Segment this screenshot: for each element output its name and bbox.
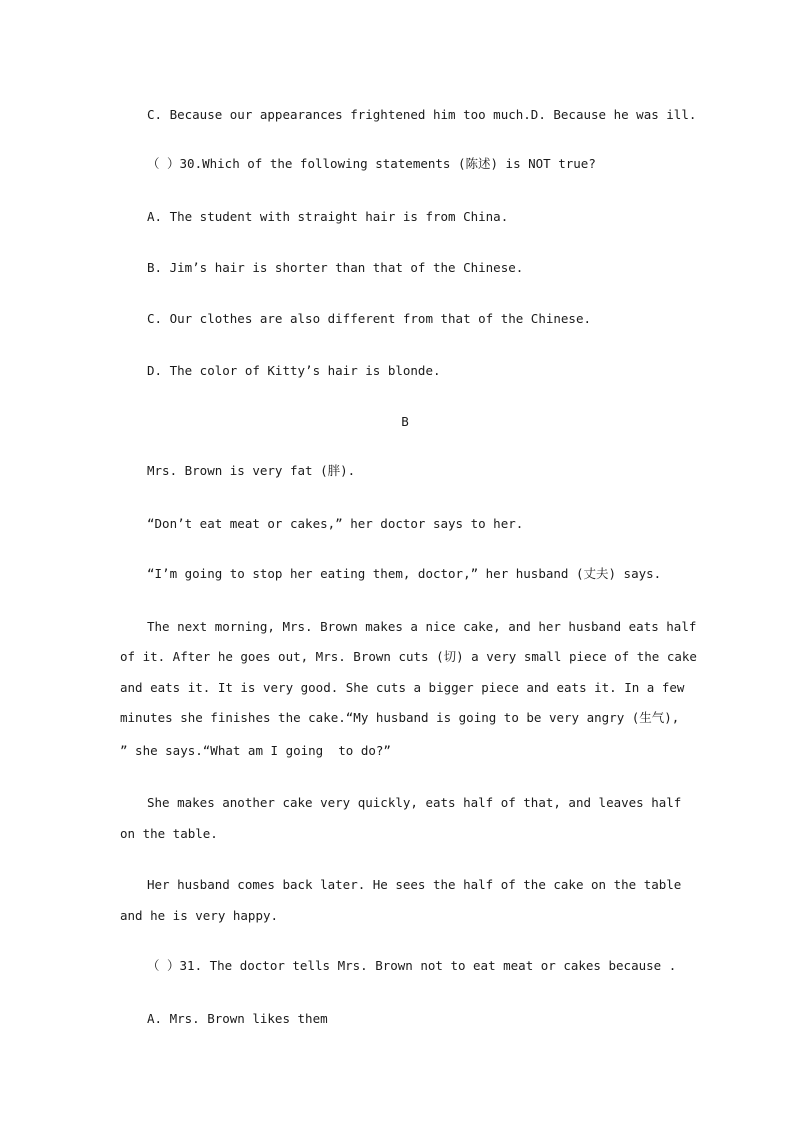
passage-b-paragraph-4-line: The next morning, Mrs. Brown makes a nice cake, and her husband eats half bbox=[147, 619, 697, 634]
passage-b-paragraph-3: “I’m going to stop her eating them, doctor,” her husband (丈夫) says. bbox=[147, 566, 662, 581]
q30-option-a: A. The student with straight hair is from China. bbox=[147, 209, 509, 224]
q30-option-c: C. Our clothes are also different from that of the Chinese. bbox=[147, 311, 592, 326]
passage-b-heading: B bbox=[401, 414, 409, 429]
passage-b-paragraph-2: “Don’t eat meat or cakes,” her doctor says to her. bbox=[147, 516, 524, 531]
q31-stem: （ ）31. The doctor tells Mrs. Brown not to eat meat or cakes because . bbox=[147, 958, 677, 973]
q31-option-a: A. Mrs. Brown likes them bbox=[147, 1011, 328, 1026]
passage-b-paragraph-5-line: She makes another cake very quickly, eats half of that, and leaves half bbox=[147, 795, 682, 810]
passage-b-paragraph-6-line: and he is very happy. bbox=[120, 908, 279, 923]
passage-b-paragraph-4-line: ” she says.“What am I going to do?” bbox=[120, 743, 391, 758]
q30-stem: （ ）30.Which of the following statements (陈述) is NOT true? bbox=[147, 156, 596, 171]
passage-b-paragraph-4-line: minutes she finishes the cake.“My husband is going to be very angry (生气), bbox=[120, 710, 680, 725]
q29-options-c-d: C. Because our appearances frightened him too much.D. Because he was ill. bbox=[147, 107, 697, 122]
passage-b-paragraph-6-line: Her husband comes back later. He sees the half of the cake on the table bbox=[147, 877, 682, 892]
passage-b-paragraph-1: Mrs. Brown is very fat (胖). bbox=[147, 463, 356, 478]
q30-option-b: B. Jim’s hair is shorter than that of the Chinese. bbox=[147, 260, 524, 275]
passage-b-paragraph-4-line: and eats it. It is very good. She cuts a bigger piece and eats it. In a few bbox=[120, 680, 685, 695]
q30-option-d: D. The color of Kitty’s hair is blonde. bbox=[147, 363, 441, 378]
passage-b-paragraph-5-line: on the table. bbox=[120, 826, 218, 841]
passage-b-paragraph-4-line: of it. After he goes out, Mrs. Brown cuts (切) a very small piece of the cake bbox=[120, 649, 697, 664]
